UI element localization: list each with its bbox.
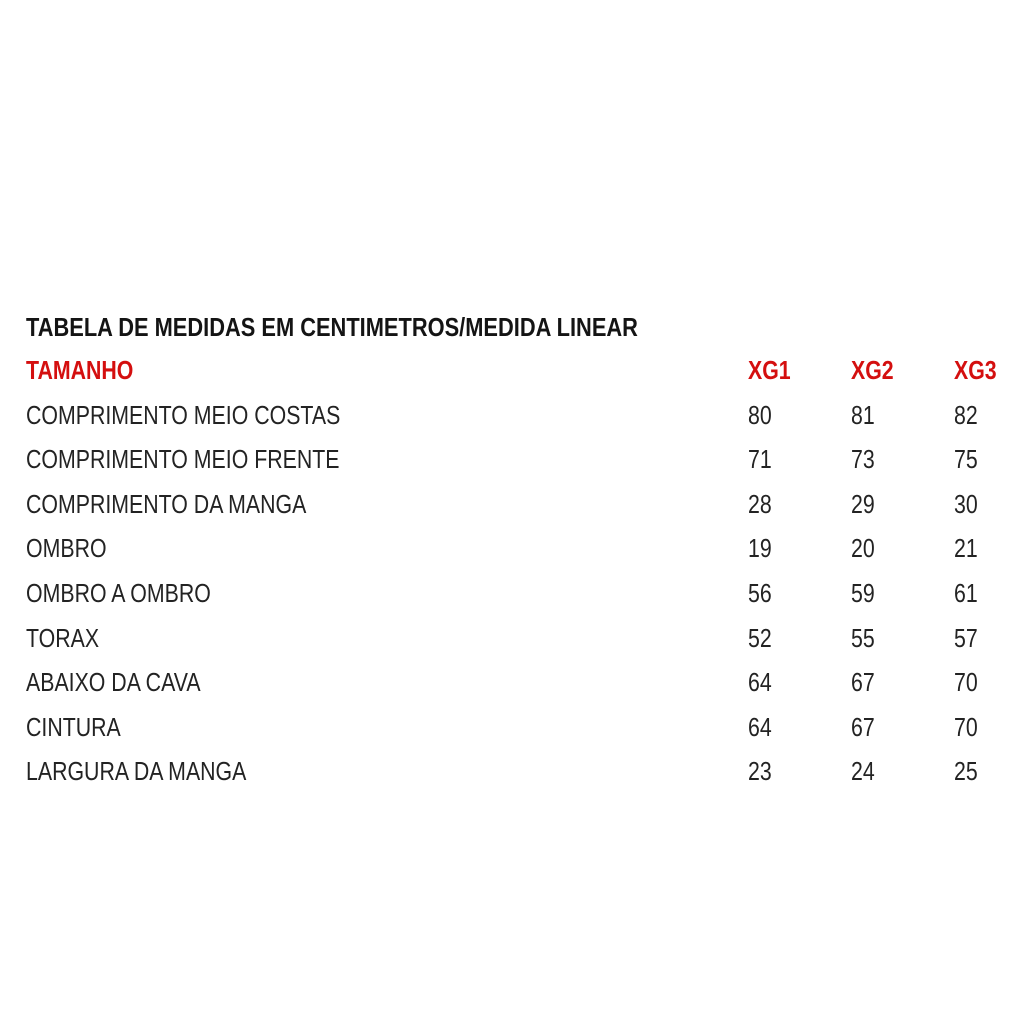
measurement-value-cell [851, 437, 951, 482]
measurement-label-cell [26, 526, 726, 571]
measurement-label: LARGURA DA MANGA [26, 756, 247, 787]
measurement-value-cell [954, 526, 1000, 571]
measurement-value-xg2: 81 [851, 399, 875, 430]
measurement-value-cell [748, 660, 848, 705]
measurement-value-xg3: 70 [954, 667, 978, 698]
measurement-value-xg1: 80 [748, 399, 772, 430]
measurement-value-cell [954, 616, 1000, 661]
measurement-label: COMPRIMENTO MEIO COSTAS [26, 399, 341, 430]
measurement-value-xg1: 23 [748, 756, 772, 787]
measurement-value-cell [851, 571, 951, 616]
measurement-label-cell [26, 616, 726, 661]
measurement-label-cell [26, 482, 726, 527]
measurement-value-cell [851, 393, 951, 438]
measurement-value-xg3: 82 [954, 399, 978, 430]
measurement-value-cell [748, 749, 848, 794]
measurement-value-cell [851, 660, 951, 705]
header-size-cell [954, 348, 1000, 393]
table-row [26, 749, 1000, 794]
header-size-cell [851, 348, 951, 393]
measurement-value-xg2: 59 [851, 577, 875, 608]
measurement-value-cell [748, 705, 848, 750]
measurement-value-cell [748, 482, 848, 527]
header-size-xg2: XG2 [851, 355, 894, 385]
measurement-value-cell [851, 526, 951, 571]
measurement-value-xg3: 30 [954, 488, 978, 519]
measurement-label: ABAIXO DA CAVA [26, 667, 201, 698]
measurement-label: OMBRO A OMBRO [26, 577, 211, 608]
measurement-value-xg3: 61 [954, 577, 978, 608]
measurement-label-cell [26, 393, 726, 438]
measurement-label-cell [26, 705, 726, 750]
measurement-value-xg2: 20 [851, 533, 875, 564]
measurement-value-cell [954, 749, 1000, 794]
header-label: TAMANHO [26, 355, 134, 385]
measurement-value-cell [851, 482, 951, 527]
measurement-label-cell [26, 571, 726, 616]
measurement-value-xg2: 29 [851, 488, 875, 519]
measurement-value-xg2: 67 [851, 711, 875, 742]
measurement-value-cell [851, 705, 951, 750]
table-row [26, 437, 1000, 482]
measurement-value-xg2: 55 [851, 622, 875, 653]
measurement-value-xg3: 57 [954, 622, 978, 653]
table-body [26, 393, 1000, 794]
table-row [26, 616, 1000, 661]
measurement-value-cell [748, 393, 848, 438]
measurement-value-cell [954, 660, 1000, 705]
measurement-value-cell [748, 616, 848, 661]
measurement-value-xg3: 21 [954, 533, 978, 564]
measurement-value-xg3: 75 [954, 444, 978, 475]
measurement-value-cell [954, 437, 1000, 482]
measurement-value-xg1: 64 [748, 711, 772, 742]
table-row [26, 705, 1000, 750]
measurement-value-cell [954, 571, 1000, 616]
header-size-xg3: XG3 [954, 355, 997, 385]
table-row [26, 526, 1000, 571]
measurement-value-xg2: 24 [851, 756, 875, 787]
measurement-value-xg1: 71 [748, 444, 772, 475]
measurement-value-xg2: 73 [851, 444, 875, 475]
header-row [26, 348, 1000, 393]
measurement-value-xg1: 28 [748, 488, 772, 519]
header-size-cell [748, 348, 848, 393]
table-title-text: TABELA DE MEDIDAS EM CENTIMETROS/MEDIDA LINEAR [26, 312, 638, 342]
measurement-value-xg2: 67 [851, 667, 875, 698]
measurement-label-cell [26, 660, 726, 705]
header-label-cell [26, 348, 726, 393]
measurement-value-cell [851, 749, 951, 794]
measurement-value-xg1: 19 [748, 533, 772, 564]
measurement-label-cell [26, 437, 726, 482]
measurement-value-cell [748, 571, 848, 616]
measurement-value-xg1: 52 [748, 622, 772, 653]
table-row [26, 571, 1000, 616]
measurement-label: COMPRIMENTO DA MANGA [26, 488, 307, 519]
measurement-value-xg3: 25 [954, 756, 978, 787]
measurement-label: TORAX [26, 622, 100, 653]
measurement-label: COMPRIMENTO MEIO FRENTE [26, 444, 340, 475]
size-table [26, 306, 1000, 794]
measurement-value-xg1: 64 [748, 667, 772, 698]
measurement-value-cell [954, 393, 1000, 438]
measurement-value-xg1: 56 [748, 577, 772, 608]
measurement-value-cell [954, 705, 1000, 750]
header-size-xg1: XG1 [748, 355, 791, 385]
table-row [26, 393, 1000, 438]
table-row [26, 482, 1000, 527]
measurement-label-cell [26, 749, 726, 794]
table-row [26, 660, 1000, 705]
table-title [26, 306, 1000, 348]
measurement-label: CINTURA [26, 711, 121, 742]
measurement-label: OMBRO [26, 533, 107, 564]
measurement-value-cell [851, 616, 951, 661]
measurement-value-xg3: 70 [954, 711, 978, 742]
measurement-value-cell [954, 482, 1000, 527]
measurement-value-cell [748, 437, 848, 482]
measurement-value-cell [748, 526, 848, 571]
